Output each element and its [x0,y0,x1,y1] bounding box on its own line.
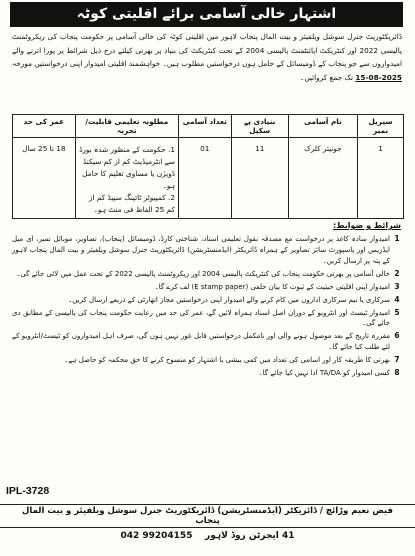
list-item [12,295,404,306]
condition-text: امیدوار اپنی اقلیتی حیثیت کے ثبوت کا بیان حلفی (E stamp paper) لف کرے گا۔ [154,282,390,291]
condition-number: 8 [394,368,400,378]
cell-post: جونیئر کلرک [288,138,357,219]
qualification-1: 1. حکومت کے منظور شدہ بورڈ سے انٹرمیڈیٹ کم از کم سیکنڈ ڈویژن یا مساوی تعلیم کا حامل ہو۔ [79,145,175,190]
header-post: نام آسامی [288,115,357,138]
intro-paragraph [12,30,402,84]
issuer-address: 41 ایجرٹن روڈ لاہور [205,531,295,541]
header-serial: سیریل نمبر [358,115,404,138]
issuer-name: فیض نعیم وڑائچ / ڈائریکٹر (ایڈمنسٹریشن) ڈائریکٹوریٹ جنرل سوشل ویلفیئر و بیت المال پنجاب [0,504,415,528]
condition-text: امیدوار ٹیسٹ اور انٹرویو کے دوران اصل اسناد ہمراہ لائیں گے، عمر کی حد میں رعایت حکومت پنجاب کی پالیسی کے مطابق دی جائے گی۔ [12,308,390,328]
header-count: تعداد آسامی [178,115,231,138]
list-item [12,234,404,266]
deadline-date: 15-08-2025 [355,72,402,82]
issuer-phone: 042 99204155 [120,531,193,541]
advertisement-headline: اشتہار خالی آسامی برائے اقلیتی کوٹہ [10,2,403,27]
header-age: عمر کی حد [13,115,76,138]
cell-scale: 11 [231,138,288,219]
intro-tail: تک جمع کروائیں۔ [300,72,353,82]
conditions-list [12,234,404,381]
list-item [12,282,404,293]
intro-text: ڈائریکٹوریٹ جنرل سوشل ویلفیئر و بیت المال پنجاب لاہور میں اقلیتی کوٹہ کی خالی آسامی پر حکومت پنجاب کی ریکروٹمنٹ پالیسی 2022 اور کنٹریکٹ اپائنٹمنٹ پالیسی 2004 کے تحت کنٹریکٹ کی بنیاد پر بھرتی کیلئے درج ذیل شرائط پر پورا اترنے والے امیدواروں سے جو پنجاب کے ڈومیسائل کے حامل ہوں درخواستیں مطلوب ہیں۔ خواہشمند اقلیتی امیدوار اپنی درخواستیں مورخہ [12,32,403,68]
issuer-address-line [0,531,415,541]
reference-code: IPL-3728 [6,485,50,497]
header-scale: بنیادی پے سکیل [231,115,288,138]
condition-number: 4 [394,294,400,304]
list-item [12,368,404,379]
condition-number: 5 [394,307,400,317]
list-item [12,331,404,353]
header-qualification: مطلوبہ تعلیمی قابلیت/تجربہ [75,115,178,138]
condition-number: 2 [394,268,400,278]
qualification-2: 2. کمپیوٹر ٹائپنگ سپیڈ کم از کم 25 الفاظ فی منٹ ہو۔ [89,193,175,214]
table-row [13,138,404,219]
list-item [12,308,404,330]
condition-number: 6 [394,331,400,341]
issuer-footer [0,504,415,541]
list-item [12,269,404,280]
condition-text: کسی امیدوار کو TA/DA ادا نہیں کیا جائے گا۔ [258,369,390,378]
vacancy-table [12,114,404,219]
cell-qualification [75,138,178,219]
cell-count: 01 [178,138,231,219]
cell-age: 18 تا 25 سال [13,138,76,219]
list-item [12,355,404,366]
conditions-title: شرائط و ضوابط: [333,221,401,230]
cell-serial: 1 [358,138,404,219]
condition-text: مقررہ تاریخ کے بعد موصول ہونے والی اور نامکمل درخواستیں قابل غور نہیں ہوں گی، صرف اہل امیدواروں کو ٹیسٹ/انٹرویو کے لئے طلب کیا جائے گا۔ [12,332,390,352]
condition-number: 7 [394,355,400,365]
table-header-row [13,115,404,138]
condition-text: خالی آسامی پر بھرتی حکومت پنجاب کی کنٹریکٹ پالیسی 2004 اور ریکروٹمنٹ پالیسی 2022 کے تحت عمل میں لائی جائے گی۔ [16,269,390,278]
condition-text: بھرتی کا طریقہ کار اور اسامی کی تعداد میں کمی بیشی یا اشتہار کو منسوخ کرنے کا حق محکمہ کو حاصل ہے۔ [64,356,390,365]
condition-number: 1 [394,234,400,243]
condition-text: سرکاری یا نیم سرکاری اداروں میں کام کرنے والے امیدوار اپنی درخواستیں مجاز اتھارٹی کے ذریعے ارسال کریں۔ [68,295,390,304]
condition-text: امیدوار سادہ کاغذ پر درخواست مع مصدقہ نقول تعلیمی اسناد، شناختی کارڈ، ڈومیسائل (پنجاب)، تصاویر، موبائل نمبر، ای میل ایڈریس اور پاسپورٹ سائز تصاویر کے ہمراہ ڈائریکٹر (ایڈمنسٹریشن) ڈائریکٹوریٹ جنرل سوشل ویلفیئر و بیت المال پنجاب لاہور کے پتہ پر ارسال کریں۔ [12,235,390,265]
condition-number: 3 [394,281,400,291]
